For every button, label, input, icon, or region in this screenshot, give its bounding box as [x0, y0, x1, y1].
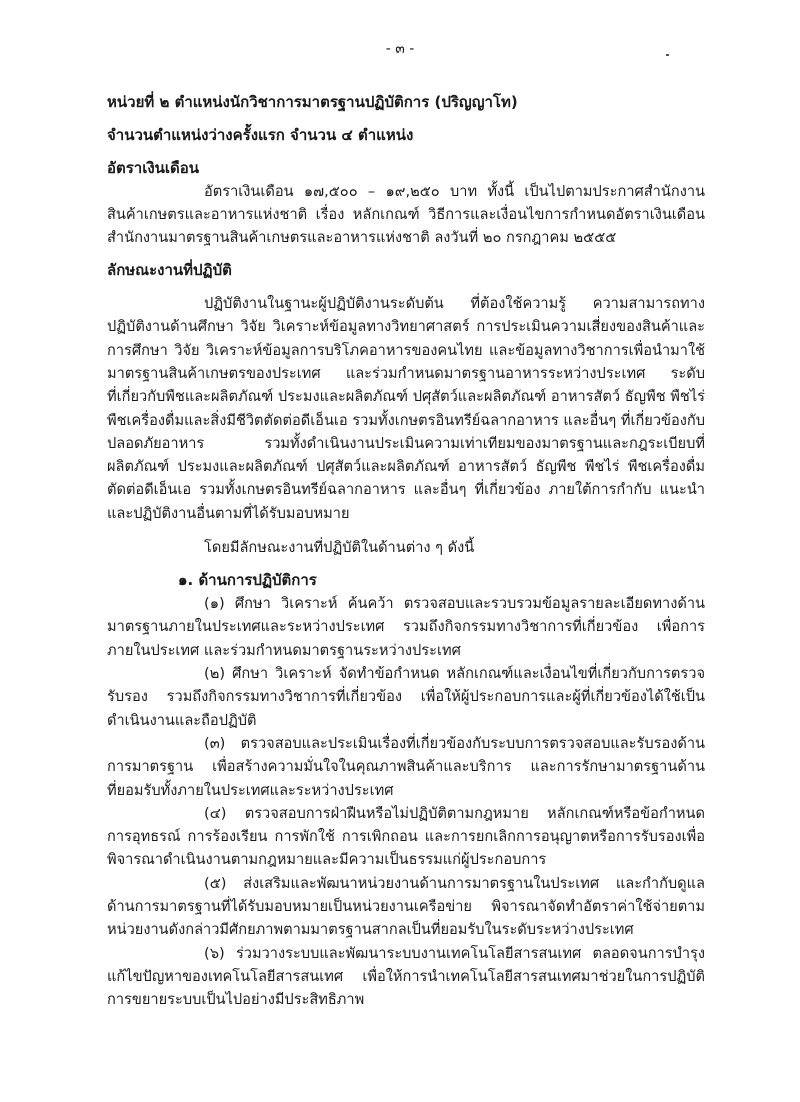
scan-speck: [666, 54, 669, 56]
operation-item-line: (๔) ตรวจสอบการฝ่าฝืนหรือไม่ปฏิบัติตามกฎหมาย หลักเกณฑ์หรือข้อกำหนด: [204, 804, 705, 822]
duties-line: ที่เกี่ยวกับพืชและผลิตภัณฑ์ ประมงและผลิตภัณฑ์ ปศุสัตว์และผลิตภัณฑ์ อาหารสัตว์ ธัญพืช พืชไร่: [107, 388, 705, 406]
operation-item-line: ภายในประเทศ และร่วมกำหนดมาตรฐานระหว่างประเทศ: [107, 641, 461, 659]
page-number: - ๓ -: [385, 41, 415, 57]
operation-item-line: (๕) ส่งเสริมและพัฒนาหน่วยงานด้านการมาตรฐานในประเทศ และกำกับดูแล: [204, 874, 705, 892]
operation-item-line: รับรอง รวมถึงกิจกรรมทางวิชาการที่เกี่ยวข้อง เพื่อให้ผู้ประกอบการและผู้ที่เกี่ยวข้องได้ใช้เป็น: [107, 688, 705, 706]
salary-heading: อัตราเงินเดือน: [107, 158, 200, 177]
vacancy-count: จำนวนตำแหน่งว่างครั้งแรก จำนวน ๔ ตำแหน่ง: [107, 125, 414, 144]
operation-item-line: การอุทธรณ์ การร้องเรียน การพักใช้ การเพิกถอน และการยกเลิกการอนุญาตหรือการรับรองเพื่อ: [107, 828, 705, 846]
duties-line: มาตรฐานสินค้าเกษตรของประเทศ และร่วมกำหนดมาตรฐานอาหารระหว่างประเทศ ระดับ: [107, 364, 705, 382]
operation-item-line: หน่วยงานดังกล่าวมีศักยภาพตามมาตรฐานสากลเป็นที่ยอมรับในระดับระหว่างประเทศ: [107, 921, 634, 939]
duties-heading: ลักษณะงานที่ปฏิบัติ: [107, 261, 232, 280]
operation-item-line: (๖) ร่วมวางระบบและพัฒนาระบบงานเทคโนโลยีสารสนเทศ ตลอดจนการบำรุง: [204, 944, 705, 962]
operation-item-line: ดำเนินงานและถือปฏิบัติ: [107, 711, 257, 729]
duties-line: ตัดต่อดีเอ็นเอ รวมทั้งเกษตรอินทรีย์ฉลากอาหาร และอื่นๆ ที่เกี่ยวข้อง ภายใต้การกำกับ แนะนำ: [107, 481, 705, 499]
duties-line: ปฏิบัติงานด้านศึกษา วิจัย วิเคราะห์ข้อมูลทางวิทยาศาสตร์ การประเมินความเสี่ยงของสินค้าและ: [107, 318, 705, 336]
salary-line: อัตราเงินเดือน ๑๗,๕๐๐ – ๑๙,๒๕๐ บาท ทั้งนี้ เป็นไปตามประกาศสำนักงาน: [204, 182, 705, 200]
duties-line: ปฏิบัติงานในฐานะผู้ปฏิบัติงานระดับต้น ที่ต้องใช้ความรู้ ความสามารถทาง: [204, 295, 705, 313]
operation-item-line: มาตรฐานภายในประเทศและระหว่างประเทศ รวมถึงกิจกรรมทางวิชาการที่เกี่ยวข้อง เพื่อการ: [107, 618, 705, 636]
duties-intro: โดยมีลักษณะงานที่ปฏิบัติในด้านต่าง ๆ ดังนี้: [204, 539, 475, 557]
operation-item-line: พิจารณาดำเนินงานตามกฎหมายและมีความเป็นธรรมแก่ผู้ประกอบการ: [107, 851, 547, 869]
unit-title: หน่วยที่ ๒ ตำแหน่งนักวิชาการมาตรฐานปฏิบัติการ (ปริญญาโท): [107, 93, 518, 111]
duties-line: การศึกษา วิจัย วิเคราะห์ข้อมูลการบริโภคอาหารของคนไทย และข้อมูลทางวิชาการเพื่อนำมาใช้: [107, 341, 705, 359]
salary-line: สินค้าเกษตรและอาหารแห่งชาติ เรื่อง หลักเกณฑ์ วิธีการและเงื่อนไขการกำหนดอัตราเงินเดือน: [107, 206, 705, 224]
duties-line: และปฏิบัติงานอื่นตามที่ได้รับมอบหมาย: [107, 504, 350, 522]
document-body: [107, 91, 705, 1011]
duties-line: พืชเครื่องดื่มและสิ่งมีชีวิตตัดต่อดีเอ็นเอ รวมทั้งเกษตรอินทรีย์ฉลากอาหาร และอื่นๆ ที่เกี่ยวข้องกับ: [107, 411, 705, 429]
operation-item-line: ที่ยอมรับทั้งภายในประเทศและระหว่างประเทศ: [107, 781, 394, 799]
operation-item-line: การขยายระบบเป็นไปอย่างมีประสิทธิภาพ: [107, 991, 365, 1009]
operation-item-line: (๑) ศึกษา วิเคราะห์ ค้นคว้า ตรวจสอบและรวบรวมข้อมูลรายละเอียดทางด้าน: [204, 595, 705, 613]
operation-item-line: การมาตรฐาน เพื่อสร้างความมั่นใจในคุณภาพสินค้าและบริการ และการรักษามาตรฐานด้าน: [107, 758, 705, 776]
operation-item-line: (๓) ตรวจสอบและประเมินเรื่องที่เกี่ยวข้องกับระบบการตรวจสอบและรับรองด้าน: [204, 734, 705, 752]
operation-item-line: ด้านการมาตรฐานที่ได้รับมอบหมายเป็นหน่วยงานเครือข่าย พิจารณาจัดทำอัตราค่าใช้จ่ายตาม: [107, 898, 705, 915]
salary-line: สำนักงานมาตรฐานสินค้าเกษตรและอาหารแห่งชาติ ลงวันที่ ๒๐ กรกฎาคม ๒๕๕๕: [107, 229, 617, 247]
duties-line: ผลิตภัณฑ์ ประมงและผลิตภัณฑ์ ปศุสัตว์และผลิตภัณฑ์ อาหารสัตว์ ธัญพืช พืชไร่ พืชเครื่องดื่ม: [107, 458, 705, 476]
operations-heading: ๑. ด้านการปฏิบัติการ: [178, 570, 317, 589]
operation-item-line: (๒) ศึกษา วิเคราะห์ จัดทำข้อกำหนด หลักเกณฑ์และเงื่อนไขที่เกี่ยวกับการตรวจ: [204, 665, 705, 683]
duties-line: ปลอดภัยอาหาร รวมทั้งดำเนินงานประเมินความเท่าเทียมของมาตรฐานและกฎระเบียบที่: [107, 434, 705, 452]
operation-item-line: แก้ไขปัญหาของเทคโนโลยีสารสนเทศ เพื่อให้การนำเทคโนโลยีสารสนเทศมาช่วยในการปฏิบัติ: [107, 967, 705, 985]
